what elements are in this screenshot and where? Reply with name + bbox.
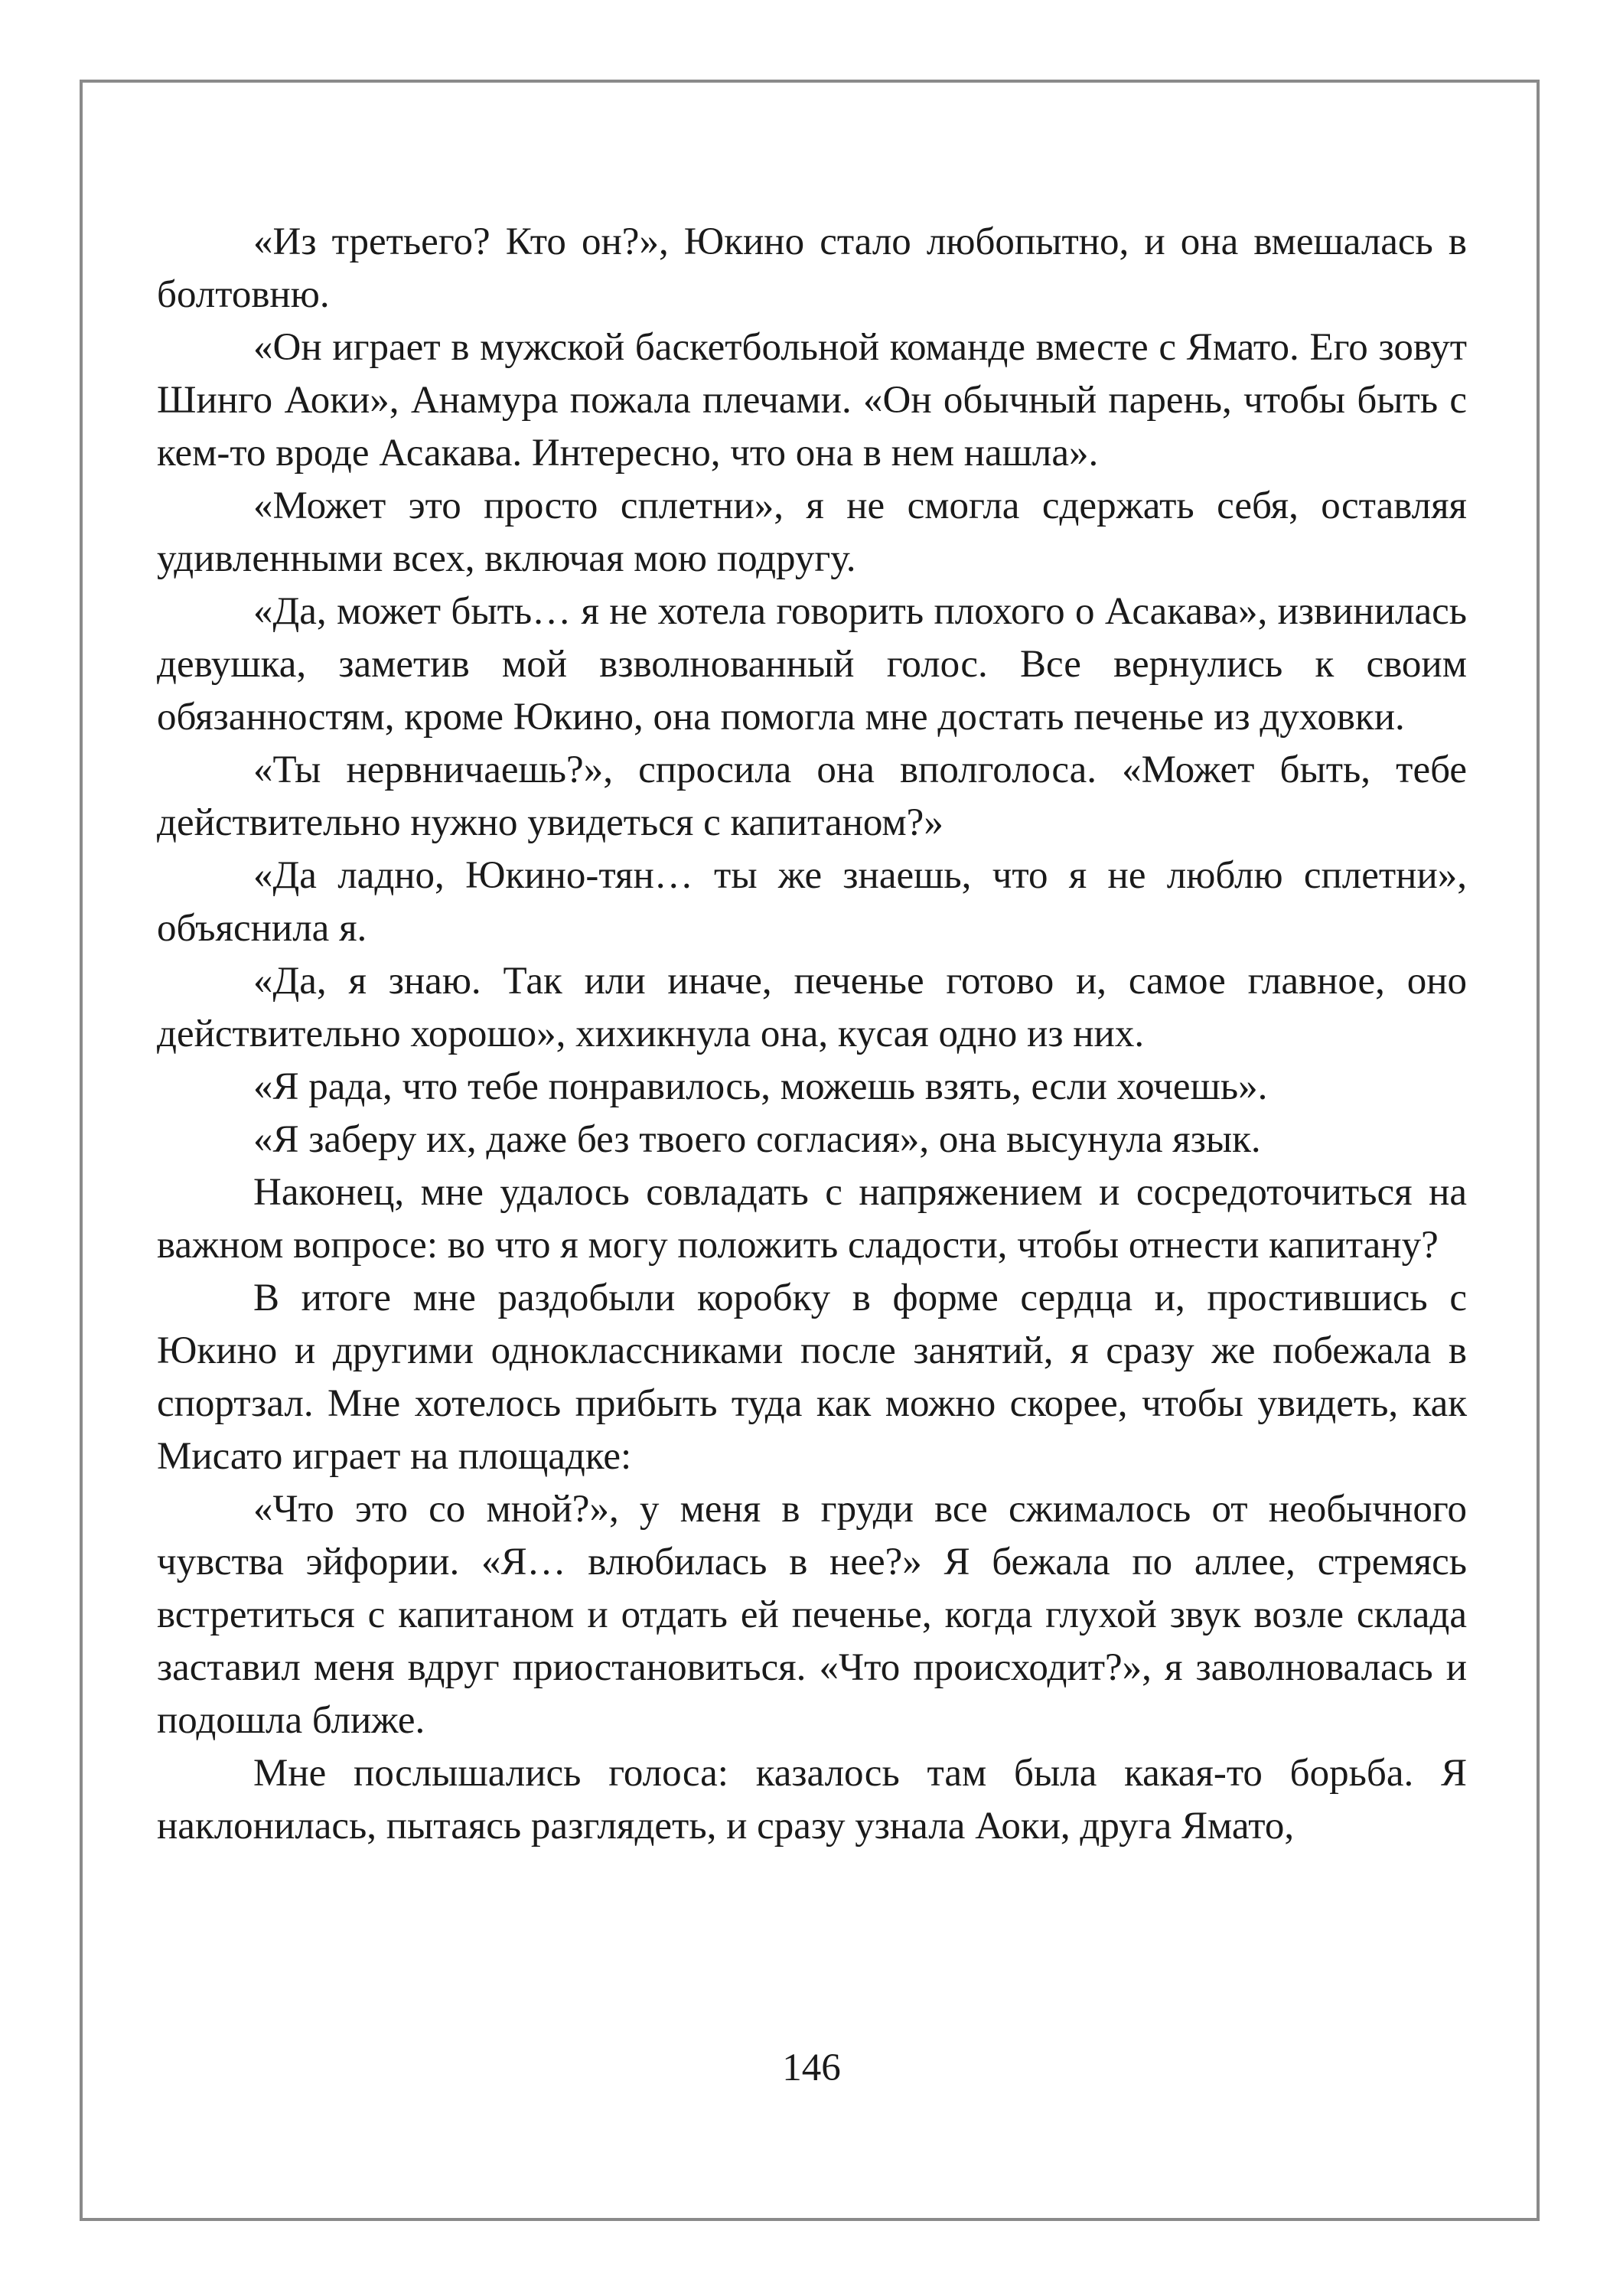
paragraph: «Он играет в мужской баскетбольной команде вместе с Ямато. Его зовут Шинго Аоки», Анамура пожала плечами. «Он обычный парень, чтобы быть с кем-то вроде Асакава. Интересно, что она в нем нашла». <box>157 326 1467 475</box>
paragraph: «Я рада, что тебе понравилось, можешь взять, если хочешь». <box>253 1065 1268 1108</box>
body-text <box>157 216 1467 1853</box>
paragraph: «Я заберу их, даже без твоего согласия», она высунула язык. <box>253 1118 1261 1161</box>
paragraph: «Может это просто сплетни», я не смогла сдержать себя, оставляя удивленными всех, включая мою подругу. <box>157 484 1467 580</box>
paragraph: «Да, я знаю. Так или иначе, печенье готово и, самое главное, оно действительно хорошо», хихикнула она, кусая одно из них. <box>157 960 1467 1055</box>
paragraph: «Ты нервничаешь?», спросила она вполголоса. «Может быть, тебе действительно нужно увидеться с капитаном?» <box>157 748 1467 844</box>
paragraph: «Да, может быть… я не хотела говорить плохого о Асакава», извинилась девушка, заметив мой взволнованный голос. Все вернулись к своим обязанностям, кроме Юкино, она помогла мне достать печенье из духовки. <box>157 590 1467 739</box>
paragraph: «Что это со мной?», у меня в груди все сжималось от необычного чувства эйфории. «Я… влюбилась в нее?» Я бежала по аллее, стремясь встретиться с капитаном и отдать ей печенье, когда глухой звук возле склада заставил меня вдруг приостановиться. «Что происходит?», я заволновалась и подошла ближе. <box>157 1488 1467 1742</box>
paragraph: В итоге мне раздобыли коробку в форме сердца и, простившись с Юкино и другими одноклассниками после занятий, я сразу же побежала в спортзал. Мне хотелось прибыть туда как можно скорее, чтобы увидеть, как Мисато играет на площадке: <box>157 1277 1467 1478</box>
paragraph: «Да ладно, Юкино-тян… ты же знаешь, что я не люблю сплетни», объяснила я. <box>157 854 1467 950</box>
page-number: 146 <box>782 2047 841 2089</box>
paragraph: Мне послышались голоса: казалось там была какая-то борьба. Я наклонилась, пытаясь разглядеть, и сразу узнала Аоки, друга Ямато, <box>157 1752 1467 1848</box>
paragraph: Наконец, мне удалось совладать с напряжением и сосредоточиться на важном вопросе: во что я могу положить сладости, чтобы отнести капитану? <box>157 1171 1467 1267</box>
paragraph: «Из третьего? Кто он?», Юкино стало любопытно, и она вмешалась в болтовню. <box>157 220 1467 316</box>
